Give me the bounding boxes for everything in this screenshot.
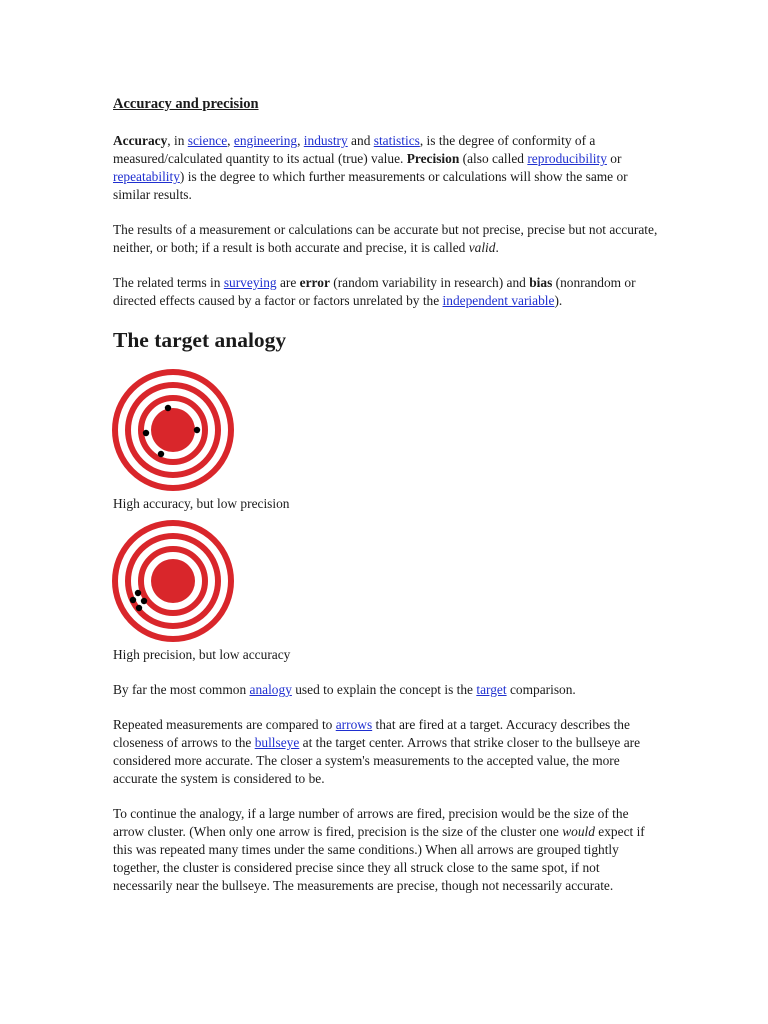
arrow-hit [194, 427, 200, 433]
arrow-hit [143, 430, 149, 436]
link-repeatability[interactable]: repeatability [113, 169, 180, 184]
paragraph-analogy [113, 681, 658, 699]
term-precision: Precision [406, 151, 460, 166]
link-statistics[interactable]: statistics [373, 133, 420, 148]
section-heading-target-analogy: The target analogy [113, 328, 287, 352]
link-independent-variable[interactable]: independent variable [442, 293, 555, 308]
text-run: To continue the analogy, if a large number of arrows are fired, precision would be the size of the arrow cluster. (When only one arrow is fired, precision is the size of the cluster one [113, 806, 629, 839]
text-run: and [347, 133, 374, 148]
link-reproducibility[interactable]: reproducibility [527, 151, 607, 166]
link-engineering[interactable]: engineering [233, 133, 298, 148]
paragraph-related-terms [113, 274, 658, 310]
link-surveying[interactable]: surveying [223, 275, 277, 290]
text-run: . [495, 240, 499, 255]
text-run: By far the most common [113, 682, 250, 697]
text-run: comparison. [506, 682, 576, 697]
link-industry[interactable]: industry [303, 133, 348, 148]
target-bullseye [151, 559, 195, 603]
link-bullseye[interactable]: bullseye [254, 735, 300, 750]
paragraph-definition [113, 132, 658, 204]
text-run: used to explain the concept is the [291, 682, 477, 697]
text-run: , [227, 133, 234, 148]
arrow-hit [135, 590, 141, 596]
text-run: The related terms in [113, 275, 224, 290]
text-run: ) is the degree to which further measurements or calculations will show the same or similar results. [113, 169, 628, 202]
link-science[interactable]: science [187, 133, 228, 148]
target-bullseye [151, 408, 195, 452]
target-image-precise [111, 519, 235, 643]
text-run: , in [167, 133, 188, 148]
term-valid: valid [468, 240, 496, 255]
term-bias: bias [529, 275, 553, 290]
text-run: Repeated measurements are compared to [113, 717, 336, 732]
term-accuracy: Accuracy [113, 133, 168, 148]
arrow-hit [130, 597, 136, 603]
text-run: that are fired at a target. Accuracy describes the closeness of arrows to the [113, 717, 630, 750]
link-target[interactable]: target [476, 682, 507, 697]
caption-high-accuracy: High accuracy, but low precision [113, 496, 290, 511]
text-run: are [276, 275, 300, 290]
text-run: (nonrandom or directed effects caused by a factor or factors unrelated by the [113, 275, 636, 308]
term-would: would [562, 824, 595, 839]
arrow-hit [141, 598, 147, 604]
paragraph-arrows [113, 716, 658, 788]
arrow-hit [165, 405, 171, 411]
text-run: The results of a measurement or calculations can be accurate but not precise, precise but not accurate, neither, or both; if a result is both accurate and precise, it is called [113, 222, 658, 255]
link-arrows[interactable]: arrows [335, 717, 373, 732]
caption-high-precision: High precision, but low accuracy [113, 647, 291, 662]
term-error: error [299, 275, 330, 290]
text-run: expect if this was repeated many times under the same conditions.) When all arrows are grouped tightly together, the cluster is considered precise since they all struck close to the same spot, if not necessarily near the bullseye. The measurements are precise, though not necessarily accurate. [113, 824, 645, 893]
text-run: , [297, 133, 304, 148]
paragraph-results [113, 221, 658, 257]
text-run: at the target center. Arrows that strike closer to the bullseye are considered more accurate. The closer a system's measurements to the accepted value, the more accurate the system is considered to be. [113, 735, 641, 786]
text-run: ). [554, 293, 563, 308]
text-run: (also called [459, 151, 528, 166]
arrow-hit [136, 605, 142, 611]
text-run: (random variability in research) and [329, 275, 530, 290]
section-heading-accuracy-precision: Accuracy and precision [113, 96, 259, 112]
link-analogy[interactable]: analogy [249, 682, 292, 697]
text-run: or [606, 151, 622, 166]
text-run: , is the degree of conformity of a measured/calculated quantity to its actual (true) value. [113, 133, 596, 166]
document-body [113, 94, 658, 912]
target-image-accurate [111, 368, 235, 492]
paragraph-precision-cluster [113, 805, 658, 895]
arrow-hit [158, 451, 164, 457]
